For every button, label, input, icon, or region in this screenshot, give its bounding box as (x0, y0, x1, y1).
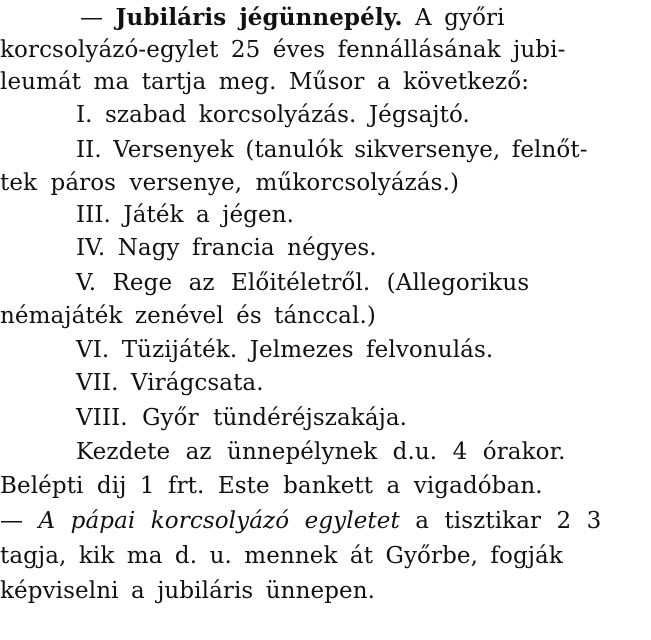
line-text: VIII. Győr tündéréjszakája. (76, 405, 408, 431)
article-line (0, 576, 375, 606)
line-text: leumát ma tartja meg. Műsor a következő: (0, 69, 530, 95)
article-line (0, 541, 563, 571)
italic-emphasis: A pápai korcsolyázó egyletet (38, 508, 400, 534)
line-text: I. szabad korcsolyázás. Jégsajtó. (76, 102, 470, 128)
article-line (0, 67, 529, 97)
program-item (76, 403, 407, 433)
line-text: korcsolyázó-egylet 25 éves fennállásának jubi- (0, 37, 566, 63)
article-headline: Jubiláris jégünnepély. (115, 4, 403, 31)
line-text: IV. Nagy francia négyes. (76, 235, 377, 261)
article-line (0, 168, 459, 198)
line-text: A győri (402, 5, 505, 31)
article-line (0, 35, 565, 65)
line-text: a tisztikar 2 3 (399, 508, 602, 534)
article-line (0, 471, 543, 501)
program-item (76, 200, 294, 230)
article-line (0, 506, 601, 536)
article-line (76, 437, 566, 467)
program-item (76, 233, 377, 263)
line-text: II. Versenyek (tanulók sikversenye, felnőt- (76, 137, 588, 163)
dash: — (80, 5, 116, 31)
line-text: VI. Tüzijáték. Jelmezes felvonulás. (76, 337, 494, 363)
line-text: némajáték zenével és tánccal.) (0, 303, 376, 329)
article-line (0, 301, 376, 331)
line-text: III. Játék a jégen. (76, 202, 295, 228)
line-text: VII. Virágcsata. (76, 370, 264, 396)
line-text: Belépti dij 1 frt. Este bankett a vigadóban. (0, 473, 543, 499)
program-item (76, 100, 470, 130)
dash: — (0, 508, 39, 534)
line-text: V. Rege az Előitéletről. (Allegorikus (76, 270, 530, 296)
program-item (76, 368, 264, 398)
line-text: tagja, kik ma d. u. mennek át Győrbe, fogják (0, 543, 563, 569)
line-text: tek páros versenye, műkorcsolyázás.) (0, 170, 460, 196)
line-text: Kezdete az ünnepélynek d.u. 4 órakor. (76, 439, 566, 465)
program-item (76, 335, 493, 365)
program-item (76, 135, 588, 165)
line-text: képviselni a jubiláris ünnepen. (0, 578, 376, 604)
article-line (80, 3, 645, 33)
program-item (76, 268, 529, 298)
